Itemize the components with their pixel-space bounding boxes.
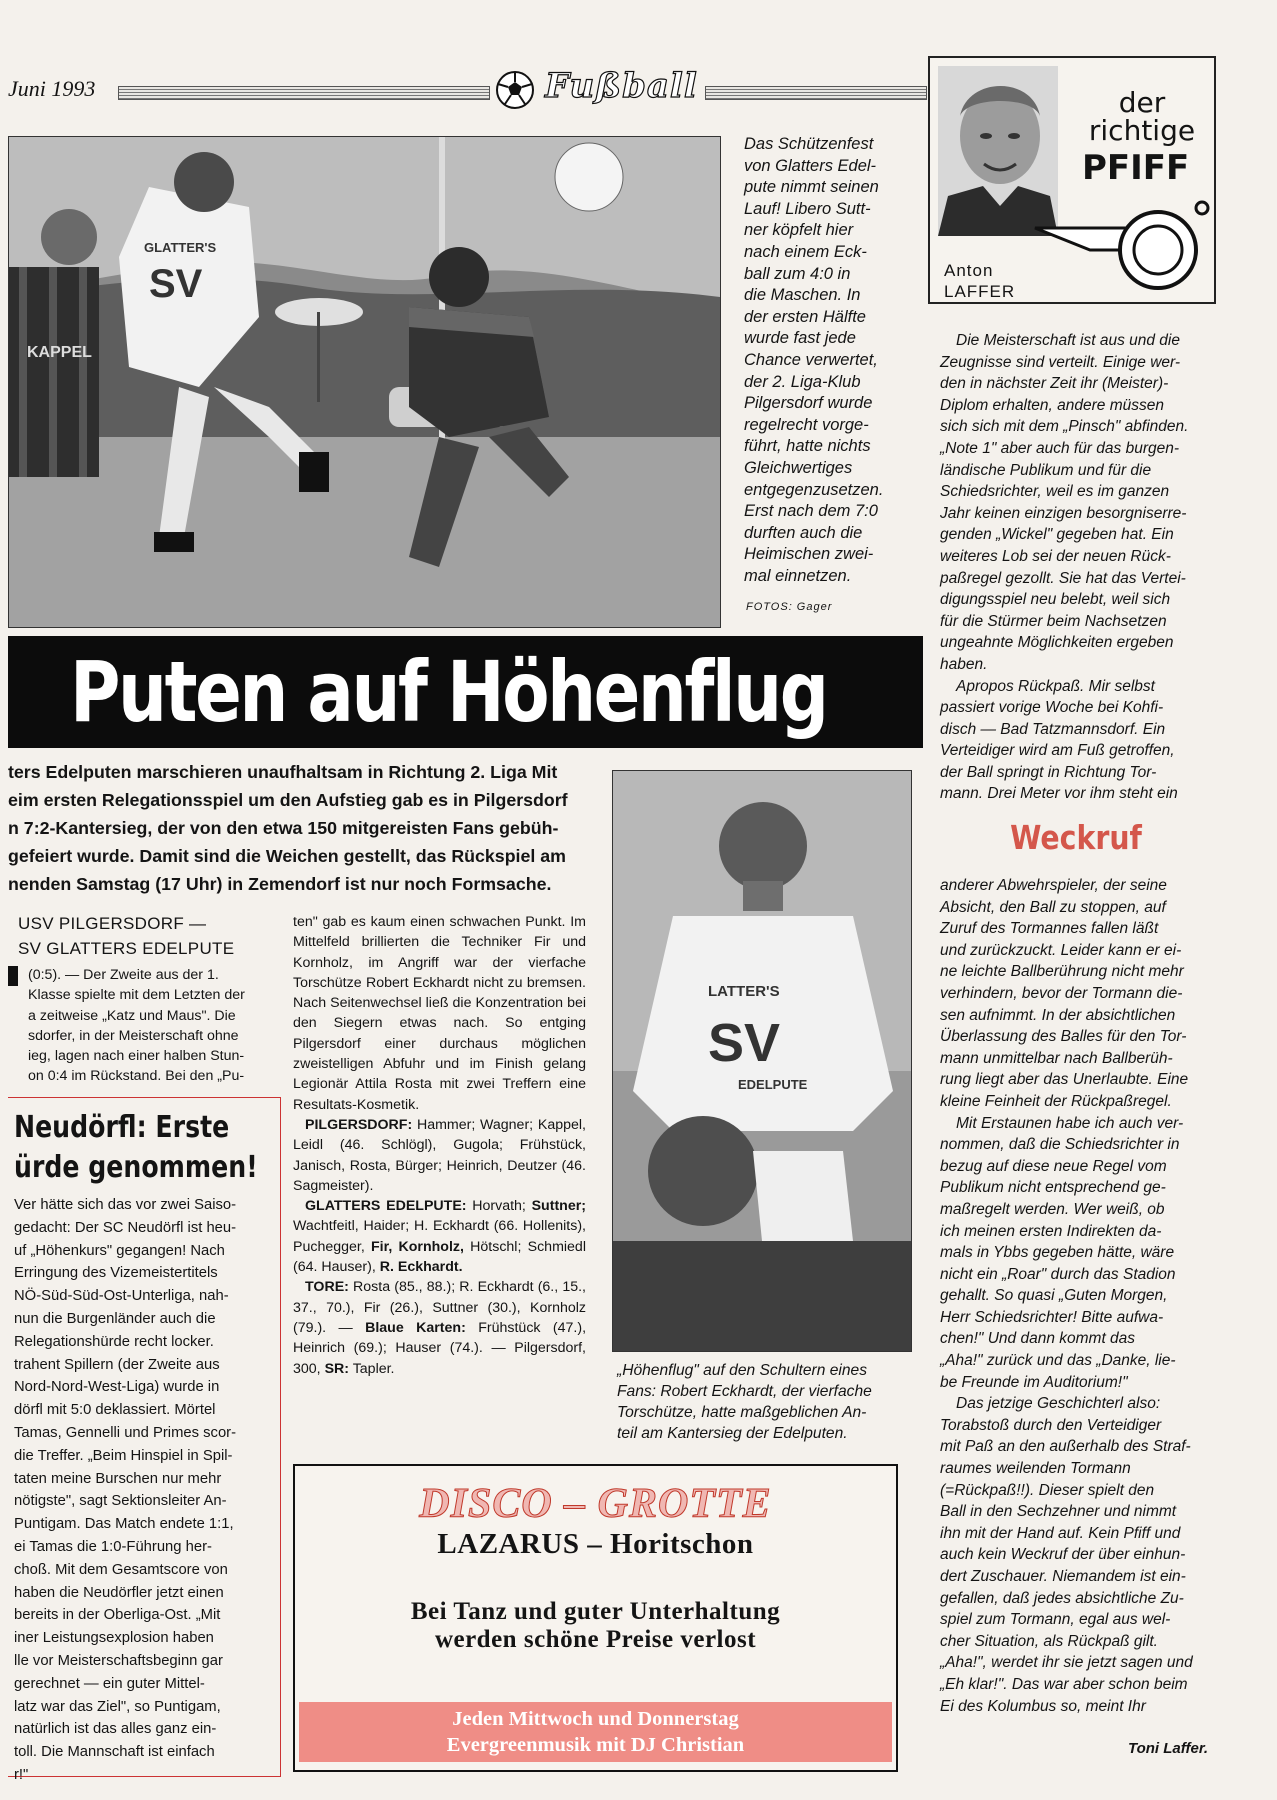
match-photo (8, 136, 721, 628)
col2-paragraph: ten" gab es kaum einen schwachen Punkt. Im Mittelfeld brillierten die Techniker Fir und Kornholz, im Angriff war der vierfache Torschütze Robert Eckhardt nicht zu bremsen. Nach Seitenwechsel ließ die Konzentration bei den Siegern etwas nach. So entging Pilgersdorf einer durchaus möglichen zweistelligen Abfuhr und im Finish gelang Legionär Attila Rosta mit zwei Treffern eine Resultats-Kosmetik. (293, 914, 586, 1113)
column-subhead: Weckruf (1010, 818, 1142, 857)
column-text-1: Die Meisterschaft ist aus und die Zeugnisse sind verteilt. Einige wer- den in nächster Zeit ihr (Meister)- Diplom erhalten, andere müssen sich sich mit dem „Pinsch" abfinden. „Note 1" aber auch für das burgen- ländische Publikum und für die Schiedsrichter, weil es im ganzen Jahr keinen einzigen besorgniserre- genden „Wickel" gegeben hat. Ein weiteres Lob sei der neuen Rück- paßregel gezollt. Sie hat das Vertei- digungsspiel neu belebt, weil sich für die Stürmer beim Nachsetzen ungeahnte Möglichkeiten ergeben haben. Apropos Rückpaß. Mir selbst passiert vorige Woche bei Kohfi- disch — Bad Tatzmannsdorf. Ein Verteidiger wird am Fuß getroffen, der Ball springt in Richtung Tor- mann. Drei Meter vor ihm steht ein (940, 332, 1189, 803)
celebration-photo (612, 770, 912, 1352)
celebration-photo-caption: „Höhenflug" auf den Schultern eines Fans: Robert Eckhardt, der vierfache Torschütze, hatte maßgeblichen An- teil am Kantersieg der Edelputen. (617, 1362, 872, 1442)
lineup-pilgersdorf: PILGERSDORF: Hammer; Wagner; Kappel, Leidl (46. Schlögl), Gugola; Frühstück, Janisch, Rosta, Bürger; Heinrich, Deutzer (46. Sagmeister). (293, 1116, 586, 1194)
shirt-mark-2: SV (708, 1013, 781, 1073)
football-icon (495, 70, 535, 110)
brand-word-3: PFIFF (1082, 148, 1190, 188)
ad-banner: Jeden Mittwoch und Donnerstag Evergreenmusik mit DJ Christian (299, 1702, 892, 1762)
sub-headline-2: ürde genommen! (14, 1150, 258, 1185)
rival-shirt-text: KAPPEL (27, 344, 92, 361)
sub-headline-1: Neudörfl: Erste (14, 1110, 230, 1145)
column-header-box (928, 56, 1216, 304)
column-text-2: anderer Abwehrspieler, der seine Absicht, den Ball zu stoppen, auf Zuruf des Tormannes fallen läßt und zurückzuckt. Leider kann er ei- ne leichte Ballberührung nicht mehr verhindern, bevor der Tormann die- sen aufnimmt. In der absichtlichen Überlassung des Balles für den Tor- mann unmittelbar nach Ballberüh- rung liegt aber das Unerlaubte. Eine kleine Feinheit der Rückpaßregel. Mit Erstaunen habe ich auch ver- nommen, daß die Schiedsrichter in bezug auf diese neue Regel vom Publikum nicht entsprechend ge- maßregelt werden. Wer weiß, ob ich meinen ersten Indirekten da- mals in Ybbs gegeben hätte, wäre nicht ein „Roar" durch das Stadion gehallt. So quasi „Guten Morgen, Herr Schiedsrichter! Bitte aufwa- chen!" Und dann kommt das „Aha!" zurück und das „Danke, lie- be Freunde im Auditorium!" Das jetzige Geschichterl also: Torabstoß durch den Verteidiger mit Paß an den außerhalb des Straf- raumes weilenden Tormann (=Rückpaß!!). Dieser spielt den Ball in den Sechzehner und nimmt ihn mit der Hand auf. Kein Pfiff und auch kein Weckruf der über einhun- dert Zuschauer. Niemandem ist ein- gefallen, daß jedes absichtliche Zu- spiel zum Tormann, egal aus wel- cher Situation, als Rückpaß gilt. „Aha!", werdet ihr sie jetzt sagen und „Eh klar!". Das war aber schon beim Ei des Kolumbus so, meint Ihr (940, 877, 1193, 1715)
column-signature: Toni Laffer. (1128, 1740, 1209, 1757)
section-title: Fußball (545, 66, 698, 106)
photo-credit: FOTOS: Gager (746, 601, 833, 613)
shirt-text-2: LATTER'S (708, 983, 780, 1000)
whistle-icon (1030, 188, 1210, 296)
match-title-line2: SV GLATTERS EDELPUTE (18, 939, 235, 958)
author-name: Anton LAFFER (944, 261, 1016, 301)
match-title-line1: USV PILGERSDORF — (18, 914, 207, 933)
ad-subtitle: LAZARUS – Horitschon (437, 1528, 754, 1560)
ad-line1: Bei Tanz und guter Unterhaltung (410, 1598, 781, 1625)
lead-paragraph: ters Edelputen marschieren unaufhaltsam in Richtung 2. Liga Mit eim ersten Relegationsspiel um den Aufstieg gab es in Pilgersdorf n 7:2-Kantersieg, der von den etwa 150 mitgereisten Fans gebüh- gefeiert wurde. Damit sind die Weichen gestellt, das Rückspiel am nenden Samstag (17 Uhr) in Zemendorf ist nur noch Formsache. (8, 762, 568, 894)
header-rule-right (705, 86, 927, 100)
shirt-mark: SV (149, 262, 203, 306)
brand-word-1: der (1118, 86, 1166, 119)
ad-title: DISCO – GROTTE (419, 1481, 772, 1527)
ad-line2: werden schöne Preise verlost (434, 1626, 757, 1653)
shirt-sub-2: EDELPUTE (738, 1077, 808, 1092)
brand-word-2: richtige (1088, 114, 1196, 147)
drop-mark (8, 966, 18, 986)
sub-article-text: Ver hätte sich das vor zwei Saiso- gedacht: Der SC Neudörfl ist heu- uf „Höhenkurs" gegangen! Nach Erringung des Vizemeistertitels NÖ-Süd-Süd-Ost-Unterliga, nah- nun die Burgenländer auch die Relegationshürde recht locker. trahent Spillern (der Zweite aus Nord-Nord-West-Liga) wurde in dörfl mit 5:0 deklassiert. Mörtel Tamas, Gennelli und Primes scor- die Treffer. „Beim Hinspiel in Spil- taten meine Burschen nur mehr nötigste", sagt Sektionsleiter An- Puntigam. Das Match endete 1:1, ei Tamas die 1:0-Führung her- choß. Mit dem Gesamtscore von haben die Neudörfler jetzt einen bereits in der Oberliga-Ost. „Mit iner Leistungsexplosion haben lle vor Meisterschaftsbeginn gar gerechnet — ein guter Mittel- latz war das Ziel", so Puntigam, natürlich ist das alles ganz ein- toll. Die Mannschaft ist einfach r!" (14, 1197, 237, 1783)
header-rule-left (118, 86, 490, 100)
main-article-col1: (0:5). — Der Zweite aus der 1. Klasse spielte mit dem Letzten der a zeitweise „Katz und Maus". Die sdorfer, in der Meisterschaft ohne ieg, lagen nach einer halben Stun- on 0:4 im Rückstand. Bei den „Pu- (28, 967, 245, 1085)
match-photo-caption: Das Schützenfest von Glatters Edel- pute nimmt seinen Lauf! Libero Sutt- ner köpfelt hier nach einem Eck- ball zum 4:0 in die Maschen. In der ersten Hälfte wurde fast jede Chance verwertet, der 2. Liga-Klub Pilgersdorf wurde regelrecht vorge- führt, hatte nichts Gleichwertiges entgegenzusetzen. Erst nach dem 7:0 durften auch die Heimischen zwei- mal einnetzen. (744, 135, 884, 585)
issue-date: Juni 1993 (8, 76, 96, 101)
headline: Puten auf Höhenflug (70, 643, 827, 741)
main-article-col2 (293, 912, 586, 1379)
shirt-text: GLATTER'S (144, 240, 217, 255)
disco-advertisement (293, 1464, 898, 1772)
lineup-glatters: GLATTERS EDELPUTE: Horvath; Suttner; Wachtfeitl, Haider; H. Eckhardt (66. Hollenits), Puchegger, Fir, Kornholz, Hötschl; Schmiedl (64. Hauser), R. Eckhardt. (293, 1198, 586, 1276)
goals-list: TORE: Rosta (85., 88.); R. Eckhardt (6., 15., 37., 70.), Fir (26.), Suttner (30.), Kornholz (79.). — Blaue Karten: Frühstück (47.), Heinrich (69.); Hauser (74.). — Pilgersdorf, 300, SR: Tapler. (293, 1279, 587, 1377)
